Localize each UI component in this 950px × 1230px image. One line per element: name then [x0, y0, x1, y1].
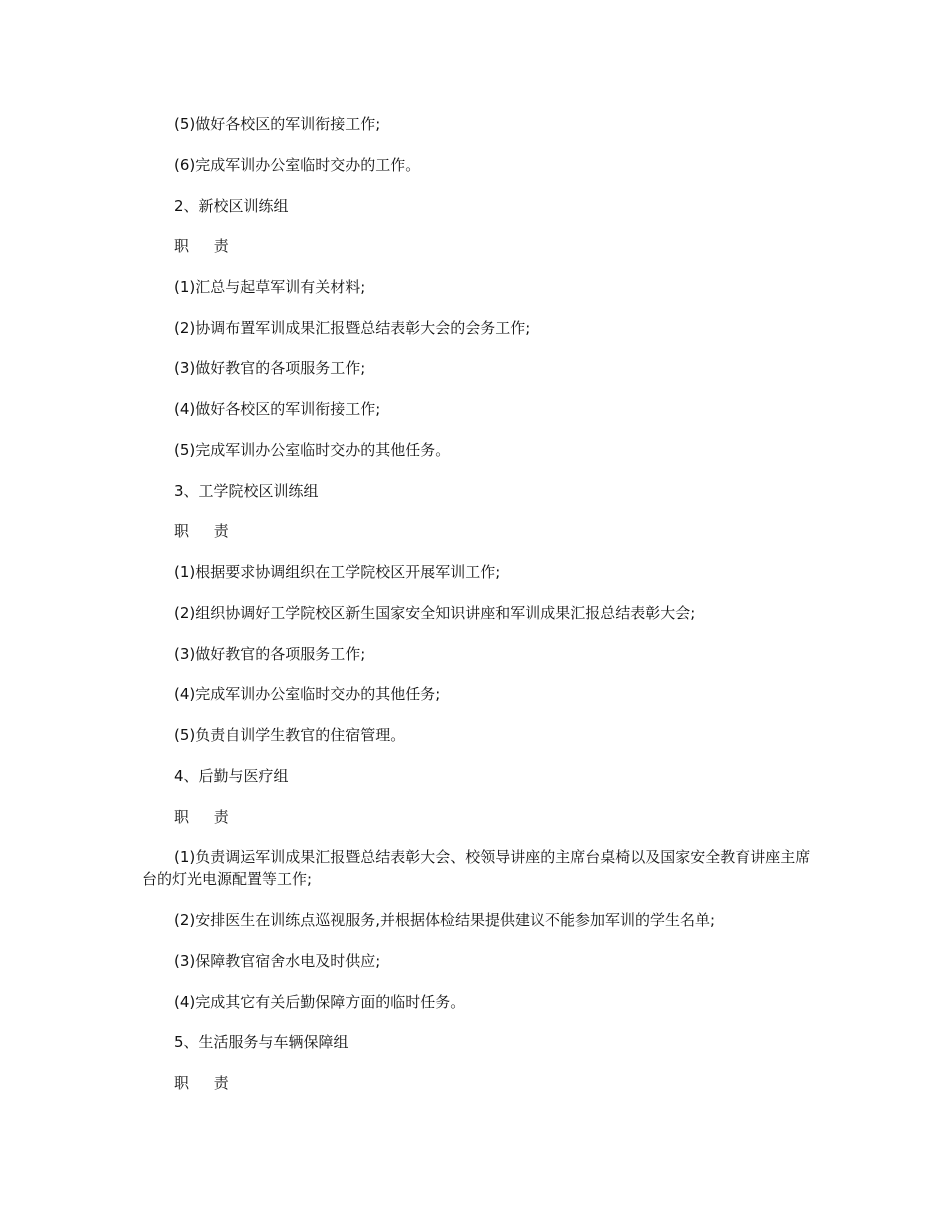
paragraph: (5)做好各校区的军训衔接工作;	[174, 115, 381, 133]
paragraph: (5)完成军训办公室临时交办的其他任务。	[174, 441, 451, 459]
paragraph: (1)汇总与起草军训有关材料;	[174, 278, 366, 296]
paragraph: (2)组织协调好工学院校区新生国家安全知识讲座和军训成果汇报总结表彰大会;	[174, 604, 696, 622]
paragraph: (4)完成军训办公室临时交办的其他任务;	[174, 685, 441, 703]
duties-label: 职 责	[174, 1074, 239, 1092]
paragraph: (1)负责调运军训成果汇报暨总结表彰大会、校领导讲座的主席台桌椅以及国家安全教育讲座主席台的灯光电源配置等工作;	[142, 848, 811, 888]
paragraph: (6)完成军训办公室临时交办的工作。	[174, 156, 421, 174]
paragraph: (4)完成其它有关后勤保障方面的临时任务。	[174, 993, 466, 1011]
paragraph: (2)安排医生在训练点巡视服务,并根据体检结果提供建议不能参加军训的学生名单;	[174, 911, 716, 929]
duties-label: 职 责	[174, 522, 239, 540]
paragraph: (5)负责自训学生教官的住宿管理。	[174, 726, 406, 744]
section-heading: 4、后勤与医疗组	[174, 767, 289, 785]
paragraph: (2)协调布置军训成果汇报暨总结表彰大会的会务工作;	[174, 319, 531, 337]
section-heading: 2、新校区训练组	[174, 197, 289, 215]
paragraph: (3)做好教官的各项服务工作;	[174, 645, 366, 663]
duties-label: 职 责	[174, 808, 239, 826]
section-heading: 5、生活服务与车辆保障组	[174, 1033, 349, 1051]
duties-label: 职 责	[174, 237, 239, 255]
paragraph: (3)保障教官宿舍水电及时供应;	[174, 952, 381, 970]
section-heading: 3、工学院校区训练组	[174, 482, 319, 500]
paragraph: (1)根据要求协调组织在工学院校区开展军训工作;	[174, 563, 501, 581]
paragraph: (4)做好各校区的军训衔接工作;	[174, 400, 381, 418]
paragraph: (3)做好教官的各项服务工作;	[174, 359, 366, 377]
